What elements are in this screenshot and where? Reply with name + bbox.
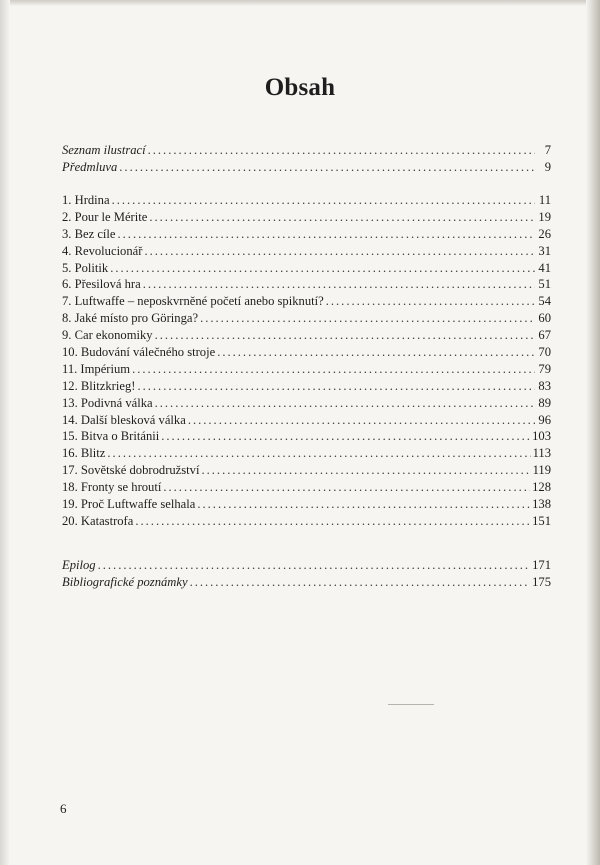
toc-item-page: 9 — [544, 159, 551, 174]
toc-item-label: Seznam ilustrací — [62, 143, 146, 157]
toc-item — [62, 378, 551, 395]
toc-leader-dots — [190, 574, 531, 591]
toc-leader-dots — [98, 557, 531, 574]
toc-item — [62, 310, 551, 327]
toc-item-page: 151 — [532, 513, 551, 528]
toc-leader-dots — [217, 344, 535, 361]
toc-item-page: 128 — [532, 480, 551, 495]
toc-item — [62, 574, 551, 591]
toc-item — [62, 260, 551, 277]
toc-item-page: 83 — [538, 378, 551, 393]
page-right-edge — [586, 0, 600, 865]
toc-item — [62, 462, 551, 479]
toc-item-label: 18. Fronty se hroutí — [62, 480, 162, 495]
toc-leader-dots — [155, 327, 535, 344]
toc-item-page: 54 — [538, 294, 551, 309]
toc-item-page: 70 — [538, 345, 551, 360]
toc-leader-dots — [188, 412, 535, 429]
toc-item-label: 7. Luftwaffe – neposkvrněné početí anebo spiknutí? — [62, 294, 324, 309]
toc-leader-dots — [107, 445, 530, 462]
toc-leader-dots — [118, 226, 536, 243]
toc-leader-dots — [132, 361, 535, 378]
page-smudge — [388, 704, 434, 705]
page-number: 6 — [60, 801, 67, 816]
toc-item — [62, 496, 551, 513]
toc-item-page: 7 — [544, 143, 551, 157]
toc-item — [62, 412, 551, 429]
toc-leader-dots — [197, 496, 530, 513]
toc-item-page: 138 — [532, 497, 551, 512]
toc-item-page: 31 — [538, 243, 551, 258]
toc-item-page: 19 — [538, 209, 551, 224]
toc-item-label: 8. Jaké místo pro Göringa? — [62, 311, 199, 326]
toc-item — [62, 344, 551, 361]
toc-item — [62, 192, 551, 209]
toc-item-label: 13. Podivná válka — [62, 395, 153, 410]
toc-item-label: Bibliografické poznámky — [62, 574, 188, 589]
page-top-edge — [0, 0, 600, 6]
toc-item-page: 171 — [532, 558, 551, 572]
toc-item-label: 19. Proč Luftwaffe selhala — [62, 497, 196, 512]
toc-item-label: 16. Blitz — [62, 446, 106, 461]
toc-leader-dots — [119, 159, 535, 176]
toc-leader-dots — [143, 276, 535, 293]
toc-item-label: 10. Budování válečného stroje — [62, 345, 216, 360]
toc-item — [62, 479, 551, 496]
toc-chapters — [62, 192, 551, 530]
toc-item-label: Předmluva — [62, 159, 118, 174]
toc-leader-dots — [137, 378, 535, 395]
toc-leader-dots — [149, 209, 535, 226]
toc-leader-dots — [201, 462, 530, 479]
toc-item — [62, 445, 551, 462]
toc-item-label: 2. Pour le Mérite — [62, 209, 148, 224]
toc-item-label: 3. Bez cíle — [62, 226, 116, 241]
toc-back-matter — [62, 557, 551, 591]
toc-item — [62, 209, 551, 226]
toc-item-label: 20. Katastrofa — [62, 513, 134, 528]
toc-leader-dots — [161, 428, 530, 445]
toc-leader-dots — [326, 293, 535, 310]
toc-leader-dots — [163, 479, 530, 496]
toc-item-page: 41 — [538, 260, 551, 275]
toc-item-label: 12. Blitzkrieg! — [62, 378, 136, 393]
toc-item-label: 11. Impérium — [62, 361, 131, 376]
toc-item-page: 67 — [538, 328, 551, 343]
toc-item — [62, 327, 551, 344]
toc-item — [62, 395, 551, 412]
toc-item-page: 11 — [538, 193, 551, 207]
toc-item-page: 79 — [538, 361, 551, 376]
toc-item — [62, 276, 551, 293]
page-title: Obsah — [264, 74, 336, 101]
toc-item-label: 5. Politik — [62, 260, 109, 275]
toc-item — [62, 557, 551, 574]
toc-leader-dots — [200, 310, 535, 327]
toc-item-label: 14. Další blesková válka — [62, 412, 186, 427]
toc-leader-dots — [155, 395, 535, 412]
toc-item — [62, 428, 551, 445]
toc-item-label: 15. Bitva o Británii — [62, 429, 160, 444]
toc-item — [62, 293, 551, 310]
toc-leader-dots — [144, 243, 535, 260]
toc-item-label: Epilog — [62, 558, 96, 572]
toc-leader-dots — [135, 513, 530, 530]
page-left-edge — [0, 0, 10, 865]
toc-item — [62, 243, 551, 260]
toc-leader-dots — [112, 192, 535, 209]
toc-item-page: 89 — [538, 395, 551, 410]
toc-item-page: 60 — [538, 311, 551, 326]
toc-item-page: 113 — [532, 446, 551, 461]
toc-leader-dots — [110, 260, 535, 277]
toc-item-page: 51 — [538, 277, 551, 292]
toc-front-matter — [62, 142, 551, 176]
toc-item-page: 175 — [532, 574, 551, 589]
toc-leader-dots — [148, 142, 535, 159]
toc-item-page: 119 — [532, 463, 551, 478]
toc-item-page: 26 — [538, 226, 551, 241]
toc-item-label: 6. Přesilová hra — [62, 277, 141, 292]
toc-item — [62, 513, 551, 530]
toc-item-page: 96 — [538, 412, 551, 427]
toc-item — [62, 226, 551, 243]
toc-item — [62, 159, 551, 176]
toc-item-page: 103 — [532, 429, 551, 444]
toc-item — [62, 361, 551, 378]
toc-item-label: 1. Hrdina — [62, 193, 110, 207]
toc-item-label: 9. Car ekonomiky — [62, 328, 153, 343]
toc-item — [62, 142, 551, 159]
toc-item-label: 17. Sovětské dobrodružství — [62, 463, 200, 478]
toc-item-label: 4. Revolucionář — [62, 243, 143, 258]
